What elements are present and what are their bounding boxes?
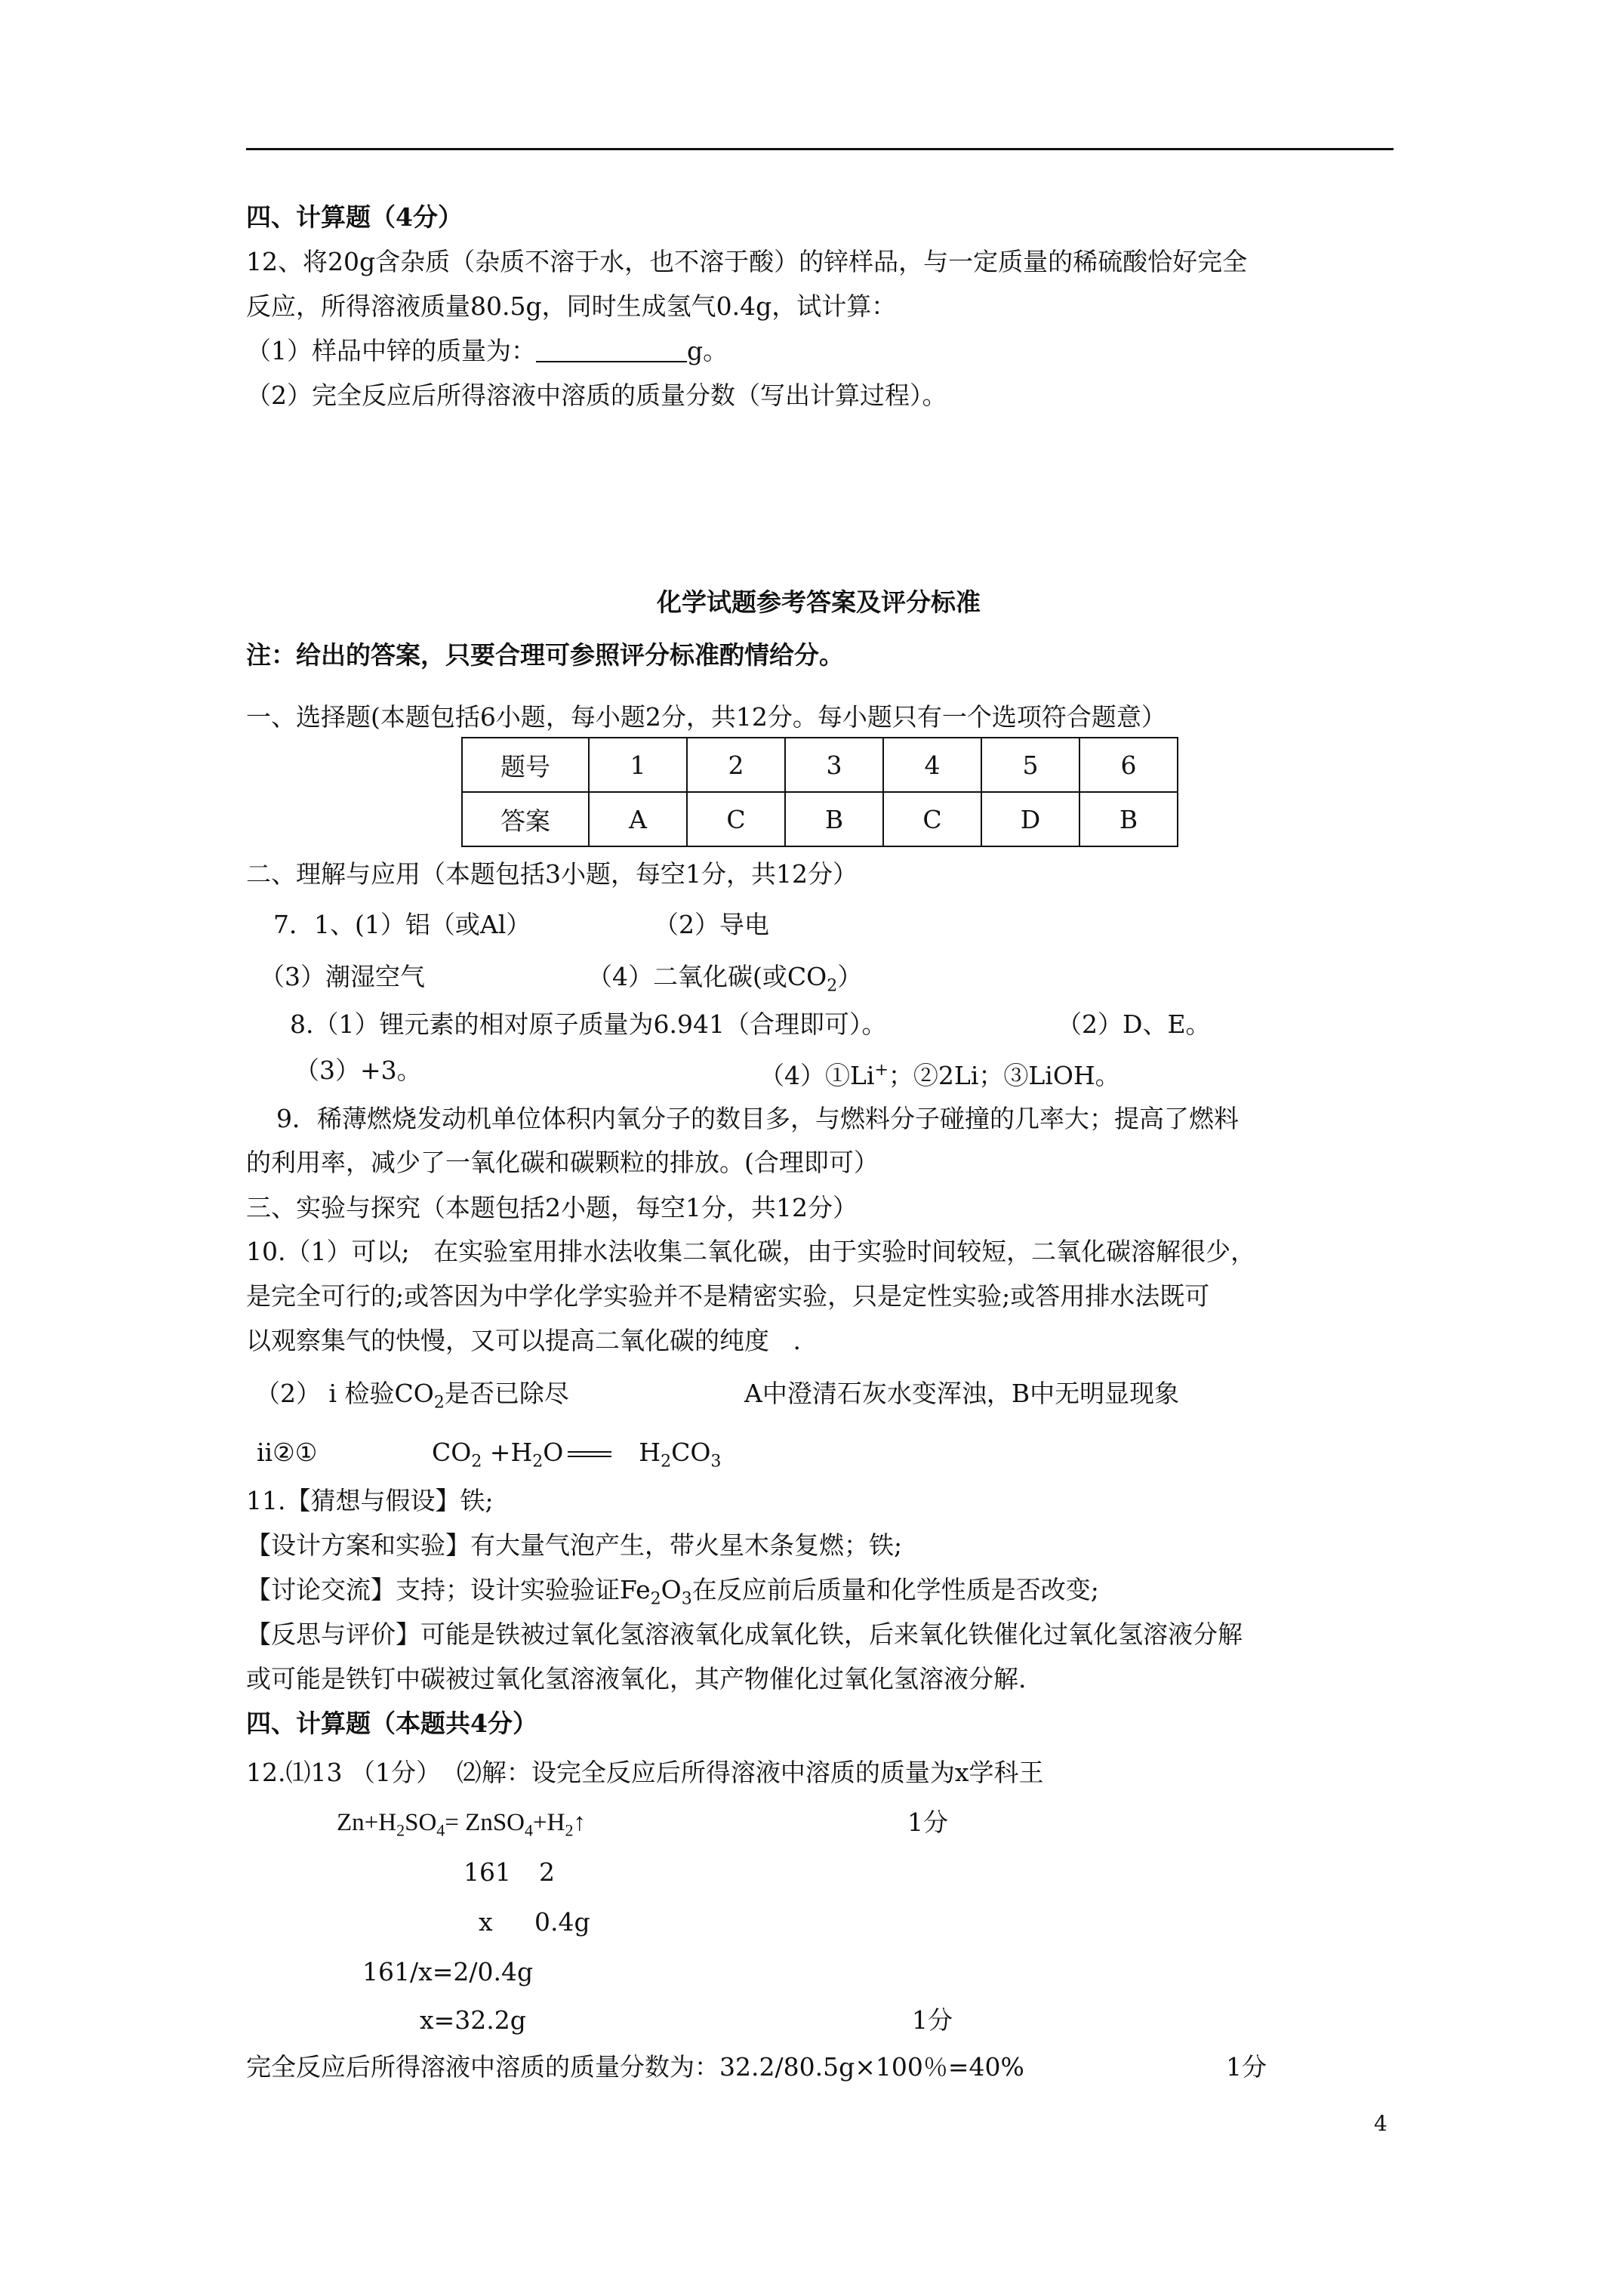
q12-line-2: 反应，所得溶液质量80.5g，同时生成氢气0.4g，试计算： <box>246 291 897 321</box>
q11-3-sub: 3 <box>681 1589 692 1609</box>
ratio-equation: 161/x=2/0.4g <box>362 1957 534 1986</box>
table-cell: 1 <box>589 738 687 792</box>
table-cell: D <box>981 792 1079 846</box>
q12-sub-2: （2）完全反应后所得溶液中溶质的质量分数（写出计算过程）。 <box>246 381 947 410</box>
section-2-heading: 二、理解与应用（本题包括3小题，每空1分，共12分） <box>246 859 858 889</box>
q10-line-1: 10.（1）可以; 在实验室用排水法收集二氧化碳，由于实验时间较短，二氧化碳溶解很少， <box>246 1237 1256 1266</box>
q11-line-1: 11.【猜想与假设】铁; <box>246 1486 494 1515</box>
q12-sub-1-text: （1）样品中锌的质量为： <box>246 336 536 365</box>
eq-h: H <box>639 1438 661 1467</box>
q12-sub-1-unit: g。 <box>687 336 728 365</box>
equals-sign <box>568 1451 611 1457</box>
eq-znso: = ZnSO <box>445 1809 525 1836</box>
eq-sub: 2 <box>532 1452 544 1472</box>
q10-2-sub: 2 <box>433 1393 445 1413</box>
score-1: 1分 <box>907 1808 948 1837</box>
table-header-label: 题号 <box>462 738 589 792</box>
page-number: 4 <box>1374 2111 1387 2136</box>
q7-answer-d <box>587 962 862 1002</box>
eq-sub: 2 <box>396 1820 405 1840</box>
header-rule <box>246 148 1394 150</box>
q10-observation: A中澄清石灰水变浑浊，B中无明显现象 <box>744 1379 1180 1408</box>
eq-co3: CO <box>671 1438 711 1467</box>
q10-2-text: （2） i 检验CO <box>255 1379 434 1408</box>
score-3: 1分 <box>1226 2052 1267 2082</box>
eq-co: CO <box>432 1438 472 1467</box>
table-cell: B <box>785 792 883 846</box>
q8-d-rest: ；②2Li；③LiOH。 <box>888 1061 1120 1090</box>
eq-zn: Zn+H <box>337 1809 397 1836</box>
calc-section-title: 四、计算题（4分） <box>246 202 463 232</box>
section-4-heading: 四、计算题（本题共4分） <box>246 1709 537 1738</box>
q7-d-sub: 2 <box>827 976 838 996</box>
table-cell: C <box>687 792 785 846</box>
q10-line-2: 是完全可行的;或答因为中学化学实验并不是精密实验，只是定性实验;或答用排水法既可 <box>246 1281 1210 1311</box>
table-answer-label: 答案 <box>462 792 589 846</box>
answers-title: 化学试题参考答案及评分标准 <box>657 587 981 617</box>
eq-sub: 2 <box>661 1452 672 1472</box>
eq-sub: 3 <box>710 1452 722 1472</box>
q8-answer-a: 8.（1）锂元素的相对原子质量为6.941（合理即可）。 <box>290 1009 887 1039</box>
unknown-x: x <box>479 1907 493 1937</box>
q10-equation <box>432 1438 721 1478</box>
zn-equation <box>337 1808 586 1846</box>
q7-answer-c: （3）潮湿空气 <box>260 962 425 991</box>
q10-part-2 <box>255 1379 569 1419</box>
answers-note: 注：给出的答案，只要合理可参照评分标准酌情给分。 <box>246 640 844 670</box>
eq-o: O <box>543 1438 564 1467</box>
q11-3-text: 【讨论交流】支持；设计实验验证Fe <box>246 1575 651 1604</box>
table-cell: 2 <box>687 738 785 792</box>
q11-line-4: 【反思与评价】可能是铁被过氧化氢溶液氧化成氧化铁，后来氧化铁催化过氧化氢溶液分解 <box>246 1620 1243 1649</box>
q12-sub-1 <box>246 336 728 366</box>
table-cell: 6 <box>1079 738 1178 792</box>
q11-line-3 <box>246 1575 1099 1615</box>
q10-line-3: 以观察集气的快慢，又可以提高二氧化碳的纯度 . <box>246 1326 801 1355</box>
answer-blank <box>536 338 687 362</box>
section-1-heading: 一、选择题(本题包括6小题，每小题2分，共12分。每小题只有一个选项符合题意） <box>246 702 1166 732</box>
q11-line-5: 或可能是铁钉中碳被过氧化氢溶液氧化，其产物催化过氧化氢溶液分解. <box>246 1664 1027 1693</box>
q10-2-rest: 是否已除尽 <box>444 1379 569 1408</box>
q7-d-close: ） <box>837 962 863 991</box>
table-cell: 5 <box>981 738 1079 792</box>
eq-sub: 4 <box>436 1820 445 1840</box>
answer-table <box>461 737 1178 847</box>
q11-3-o: O <box>661 1575 682 1604</box>
section-3-heading: 三、实验与探究（本题包括2小题，每空1分，共12分） <box>246 1193 858 1222</box>
q7-answer-a: 7．1、(1）铝（或Al） <box>273 910 531 939</box>
eq-plus-h: +H <box>533 1809 565 1836</box>
table-cell: 4 <box>883 738 981 792</box>
q12-line-1: 12、将20g含杂质（杂质不溶于水，也不溶于酸）的锌样品，与一定质量的稀硫酸恰好完全 <box>246 247 1248 276</box>
eq-sub: 2 <box>565 1820 574 1840</box>
table-cell: B <box>1079 792 1178 846</box>
molar-mass-2: 2 <box>539 1857 555 1887</box>
eq-sub: 2 <box>471 1452 482 1472</box>
q9-line-1: 9．稀薄燃烧发动机单位体积内氧分子的数目多，与燃料分子碰撞的几率大；提高了燃料 <box>276 1104 1239 1133</box>
eq-sub: 4 <box>525 1820 533 1840</box>
q11-3-sub: 2 <box>650 1589 661 1609</box>
hydrogen-mass: 0.4g <box>534 1907 590 1937</box>
q12-answer: 12.⑴13 （1分） ⑵解：设完全反应后所得溶液中溶质的质量为x学科王 <box>246 1758 1044 1787</box>
score-2: 1分 <box>912 2005 953 2035</box>
table-row <box>462 792 1178 846</box>
q9-line-2: 的利用率，减少了一氧化碳和碳颗粒的排放。(合理即可） <box>246 1148 879 1177</box>
table-cell: C <box>883 792 981 846</box>
molar-mass-161: 161 <box>463 1857 511 1887</box>
q8-answer-b: （2）D、E。 <box>1057 1009 1211 1039</box>
q8-answer-c: （3）+3。 <box>294 1056 422 1085</box>
up-arrow-icon: ↑ <box>573 1809 586 1836</box>
q11-3-rest: 在反应前后质量和化学性质是否改变; <box>691 1575 1099 1604</box>
table-cell: 3 <box>785 738 883 792</box>
q8-d-text: （4）①Li <box>759 1061 875 1090</box>
table-cell: A <box>589 792 687 846</box>
q8-answer-d <box>759 1056 1120 1091</box>
eq-so: SO <box>405 1809 437 1836</box>
x-value: x=32.2g <box>420 2005 526 2035</box>
q7-d-text: （4）二氧化碳(或CO <box>587 962 827 991</box>
table-row <box>462 738 1178 792</box>
q10-ii: ii②① <box>257 1438 318 1467</box>
q8-d-sup: + <box>874 1061 888 1080</box>
final-answer: 完全反应后所得溶液中溶质的质量分数为：32.2/80.5g×100％=40% <box>246 2052 1024 2082</box>
q11-line-2: 【设计方案和实验】有大量气泡产生，带火星木条复燃；铁; <box>246 1530 903 1560</box>
eq-plus-h: +H <box>482 1438 533 1467</box>
q7-answer-b: （2）导电 <box>654 910 769 939</box>
